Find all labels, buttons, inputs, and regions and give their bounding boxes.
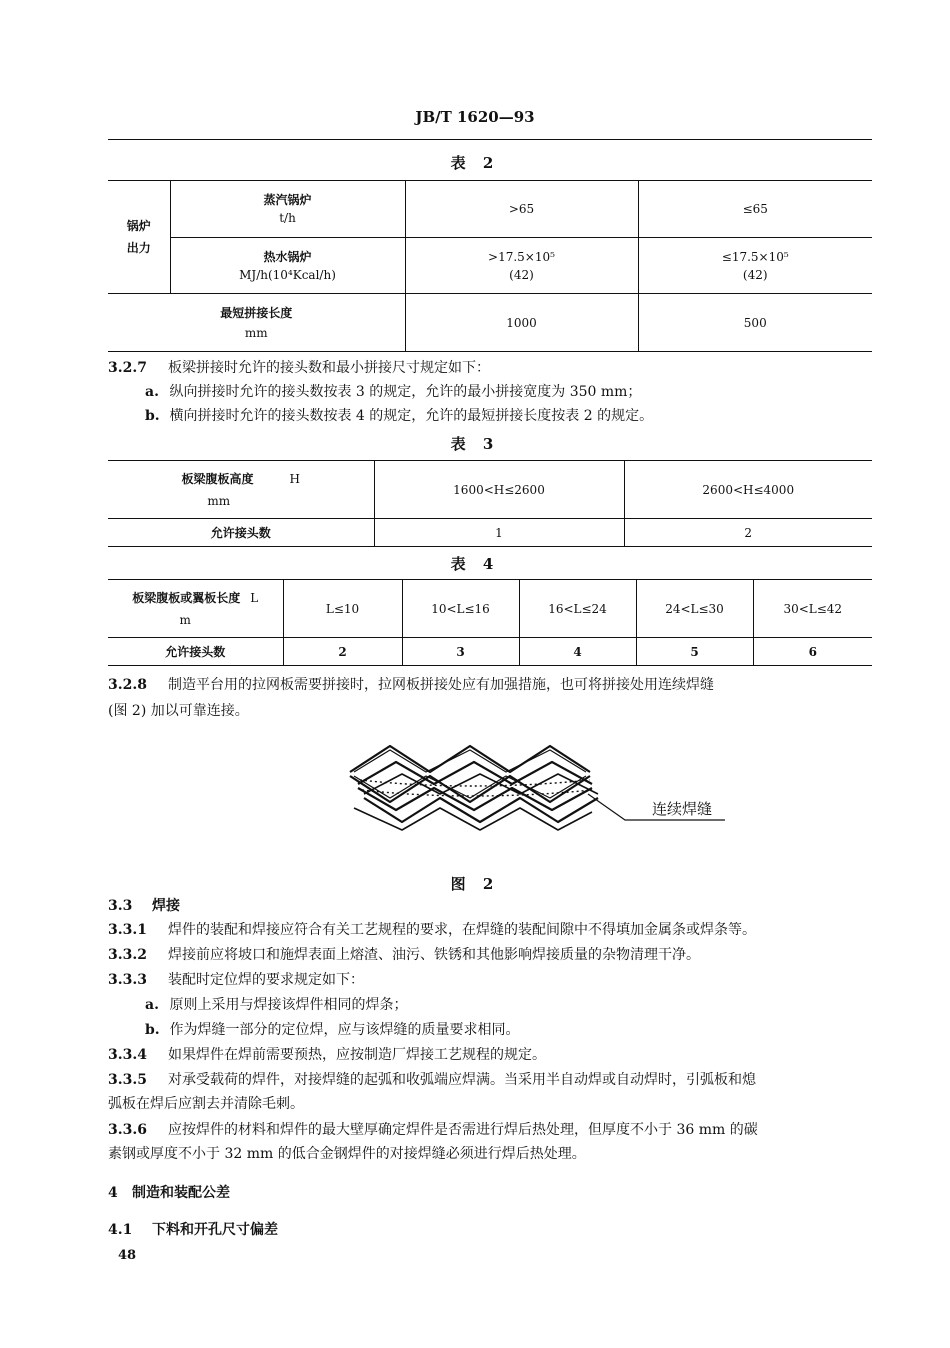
table4-range-4: 24<L≤30: [636, 580, 753, 638]
table4-range-1: L≤10: [283, 580, 402, 638]
boiler-output-label: 锅炉 出力: [108, 181, 170, 294]
steam-value-gt: >65: [405, 181, 638, 238]
hot-water-value-le: ≤17.5×10⁵ (42): [638, 238, 872, 294]
mesh-strand: [358, 762, 592, 784]
section-3-3-2: 3.3.2 焊接前应将坡口和施焊表面上熔渣、油污、铁锈和其他影响焊接质量的杂物清理干净。: [108, 947, 700, 963]
table4-range-3: 16<L≤24: [519, 580, 636, 638]
table3-range-2: 2600<H≤4000: [624, 461, 872, 519]
figure-2-expanded-mesh: [330, 732, 750, 842]
page-header: JB/T 1620—93: [415, 108, 535, 126]
section-3-3-4: 3.3.4 如果焊件在焊前需要预热，应按制造厂焊接工艺规程的规定。: [108, 1047, 546, 1063]
figure-2-caption: 图 2: [450, 875, 500, 893]
min-length-1000: 1000: [405, 294, 638, 352]
table-2: [108, 180, 872, 352]
table-4: [108, 579, 872, 666]
mesh-strand: [364, 798, 598, 822]
header-rule: [108, 139, 872, 140]
section-3-3-6: 3.3.6 应按焊件的材料和焊件的最大壁厚确定焊件是否需进行焊后热处理，但厚度不小于 36 mm 的碳 素钢或厚度不小于 32 mm 的低合金钢焊件的对接焊缝必须进行焊后热处理。: [108, 1122, 758, 1162]
min-length-500: 500: [638, 294, 872, 352]
table4-value-1: 2: [283, 638, 402, 666]
table3-range-1: 1600<H≤2600: [374, 461, 624, 519]
steam-value-le: ≤65: [638, 181, 872, 238]
min-length-label: 最短拼接长度 mm: [108, 294, 405, 352]
section-3-2-7: 3.2.7 板梁拼接时允许的接头数和最小拼接尺寸规定如下：: [108, 360, 490, 376]
table4-row-label: 允许接头数: [108, 638, 283, 666]
section-3-3-1: 3.3.1 焊件的装配和焊接应符合有关工艺规程的要求，在焊缝的装配间隙中不得填加金属条或焊条等。: [108, 922, 756, 938]
table3-row-label: 允许接头数: [108, 519, 374, 547]
table4-value-5: 6: [753, 638, 872, 666]
steam-boiler-cell: 蒸汽锅炉 t/h: [170, 181, 405, 238]
table4-range-5: 30<L≤42: [753, 580, 872, 638]
section-3-3-3-item-b: b. 作为焊缝一部分的定位焊，应与该焊缝的质量要求相同。: [145, 1022, 520, 1038]
hot-water-value-gt: >17.5×10⁵ (42): [405, 238, 638, 294]
hot-water-boiler-cell: 热水锅炉 MJ/h(10⁴Kcal/h): [170, 238, 405, 294]
continuous-weld-seam: [360, 780, 590, 786]
section-3-2-8: 3.2.8 制造平台用的拉网板需要拼接时，拉网板拼接处应有加强措施，也可将拼接处用连续焊缝 (图 2) 加以可靠连接。: [108, 677, 714, 719]
table-3: [108, 460, 872, 547]
mesh-strand: [354, 750, 586, 772]
table4-value-3: 4: [519, 638, 636, 666]
section-4-1: 4.1 下料和开孔尺寸偏差: [108, 1222, 278, 1238]
table4-caption: 表 4: [450, 555, 500, 573]
page-number: 48: [118, 1248, 137, 1263]
section-3-3-3-item-a: a. 原则上采用与焊接该焊件相同的焊条；: [145, 997, 408, 1013]
section-3-3-5: 3.3.5 对承受载荷的焊件，对接焊缝的起弧和收弧端应焊满。当采用半自动焊或自动焊时，引弧板和熄 弧板在焊后应割去并清除毛刺。: [108, 1072, 756, 1112]
table4-value-2: 3: [402, 638, 519, 666]
figure-2-callout: 连续焊缝: [652, 800, 713, 818]
table4-range-2: 10<L≤16: [402, 580, 519, 638]
continuous-weld-seam: [362, 790, 592, 796]
table4-value-4: 5: [636, 638, 753, 666]
table3-value-2: 2: [624, 519, 872, 547]
table3-caption: 表 3: [450, 435, 500, 453]
section-4: 4 制造和装配公差: [108, 1185, 230, 1201]
table4-header-cell: 板梁腹板或翼板长度 L m: [108, 580, 283, 638]
section-3-2-7-item-b: b. 横向拼接时允许的接头数按表 4 的规定，允许的最短拼接长度按表 2 的规定。: [145, 408, 654, 424]
table3-value-1: 1: [374, 519, 624, 547]
section-3-3-3: 3.3.3 装配时定位焊的要求规定如下：: [108, 972, 364, 988]
section-3-2-7-item-a: a. 纵向拼接时允许的接头数按表 3 的规定，允许的最小拼接宽度为 350 mm；: [145, 384, 642, 400]
section-3-3: 3.3 焊接: [108, 898, 180, 914]
table2-caption: 表 2: [450, 154, 500, 172]
table3-header-cell: 板梁腹板高度 H mm: [108, 461, 374, 519]
